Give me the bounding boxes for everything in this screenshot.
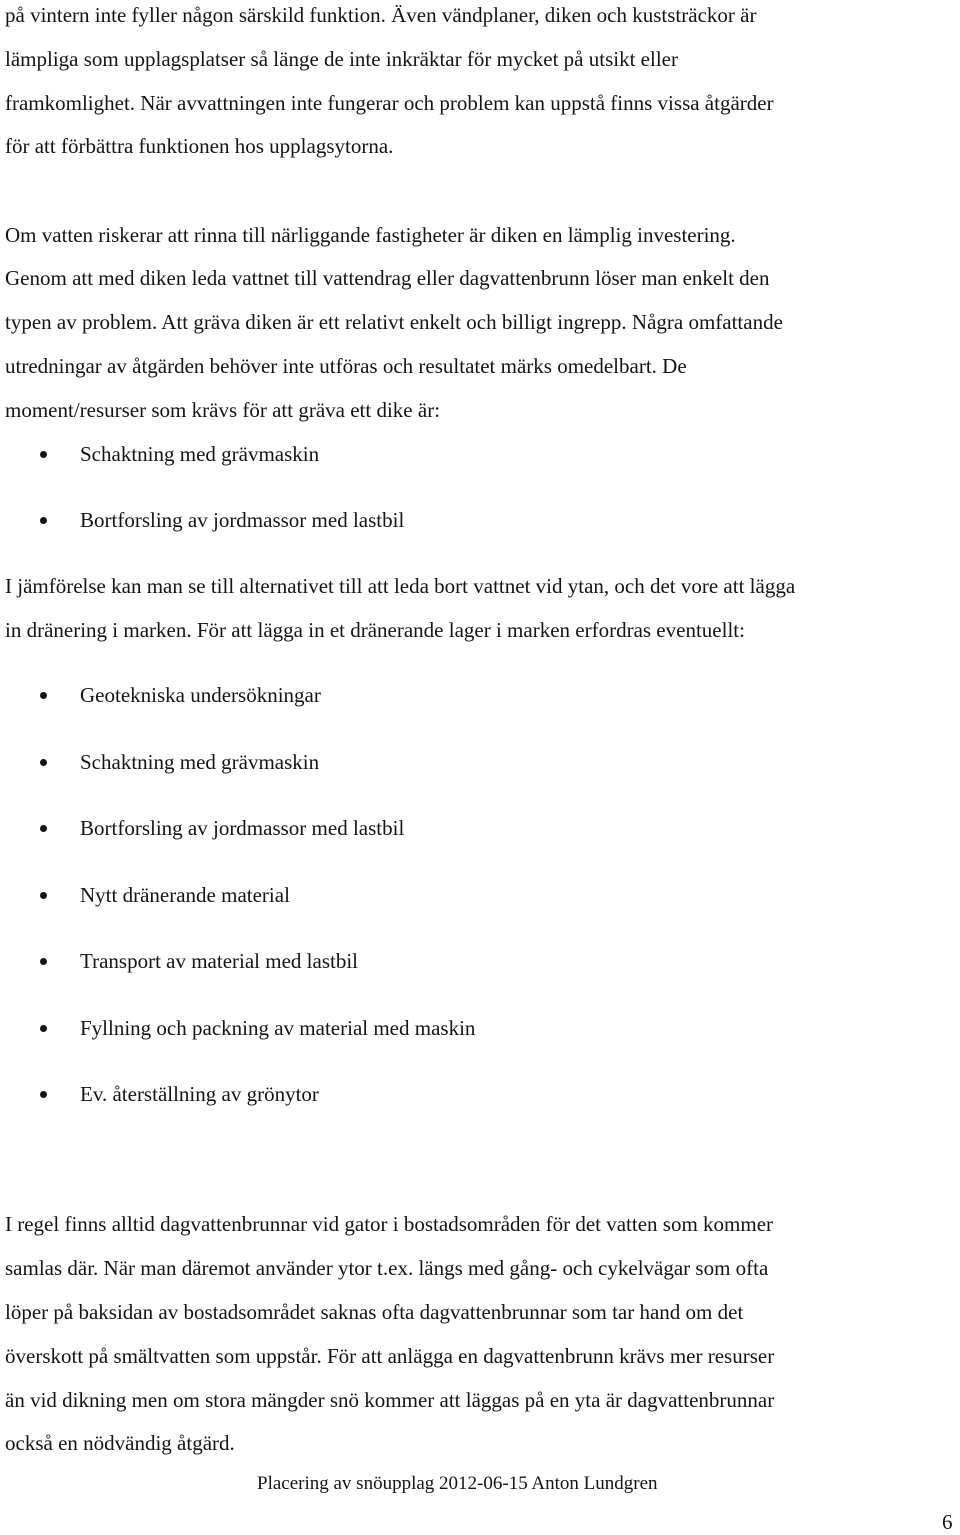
text-line: I regel finns alltid dagvattenbrunnar vid gator i bostadsområden för det vatten som kommer — [5, 1212, 774, 1236]
text-line: än vid dikning men om stora mängder snö kommer att läggas på en yta är dagvattenbrunnar — [5, 1388, 775, 1412]
list-item-label: Ev. återställning av grönytor — [80, 1082, 319, 1106]
text-line: Genom att med diken leda vattnet till vattendrag eller dagvattenbrunn löser man enkelt den — [5, 266, 770, 290]
text-line: överskott på smältvatten som uppstår. För att anlägga en dagvattenbrunn krävs mer resurser — [5, 1344, 775, 1368]
text-line: också en nödvändig åtgärd. — [5, 1431, 235, 1455]
bullet-icon — [40, 692, 47, 699]
bullet-icon — [40, 451, 47, 458]
text-line: utredningar av åtgärden behöver inte utföras och resultatet märks omedelbart. De — [5, 354, 687, 378]
bullet-icon — [40, 958, 47, 965]
bullet-icon — [40, 1091, 47, 1098]
text-line: framkomlighet. När avvattningen inte fungerar och problem kan uppstå finns vissa åtgärder — [5, 91, 774, 115]
list-item-label: Nytt dränerande material — [80, 883, 290, 907]
text-line: samlas där. När man däremot använder ytor t.ex. längs med gång- och cykelvägar som ofta — [5, 1256, 769, 1280]
text-line: Om vatten riskerar att rinna till närliggande fastigheter är diken en lämplig investering. — [5, 223, 736, 247]
text-line: för att förbättra funktionen hos upplagsytorna. — [5, 134, 394, 158]
text-line: moment/resurser som krävs för att gräva ett dike är: — [5, 398, 441, 422]
page-number: 6 — [942, 1510, 953, 1534]
list-item-label: Bortforsling av jordmassor med lastbil — [80, 508, 405, 532]
list-item-label: Schaktning med grävmaskin — [80, 442, 320, 466]
list-item-label: Bortforsling av jordmassor med lastbil — [80, 816, 405, 840]
text-line: in dränering i marken. För att lägga in et dränerande lager i marken erfordras eventuellt: — [5, 618, 745, 642]
bullet-icon — [40, 1025, 47, 1032]
text-line: lämpliga som upplagsplatser så länge de inte inkräktar för mycket på utsikt eller — [5, 47, 678, 71]
list-item-label: Schaktning med grävmaskin — [80, 750, 320, 774]
bullet-icon — [40, 759, 47, 766]
text-line: I jämförelse kan man se till alternativet till att leda bort vattnet vid ytan, och det vore att lägga — [5, 574, 796, 598]
list-item-label: Fyllning och packning av material med maskin — [80, 1016, 476, 1040]
bullet-icon — [40, 892, 47, 899]
list-item-label: Geotekniska undersökningar — [80, 683, 321, 707]
page-footer: Placering av snöupplag 2012-06-15 Anton Lundgren — [257, 1473, 658, 1494]
list-item-label: Transport av material med lastbil — [80, 949, 359, 973]
bullet-icon — [40, 517, 47, 524]
text-line: på vintern inte fyller någon särskild funktion. Även vändplaner, diken och kuststräckor är — [5, 3, 757, 27]
text-line: löper på baksidan av bostadsområdet saknas ofta dagvattenbrunnar som tar hand om det — [5, 1300, 744, 1324]
bullet-icon — [40, 825, 47, 832]
text-line: typen av problem. Att gräva diken är ett relativt enkelt och billigt ingrepp. Några omfattande — [5, 310, 783, 334]
